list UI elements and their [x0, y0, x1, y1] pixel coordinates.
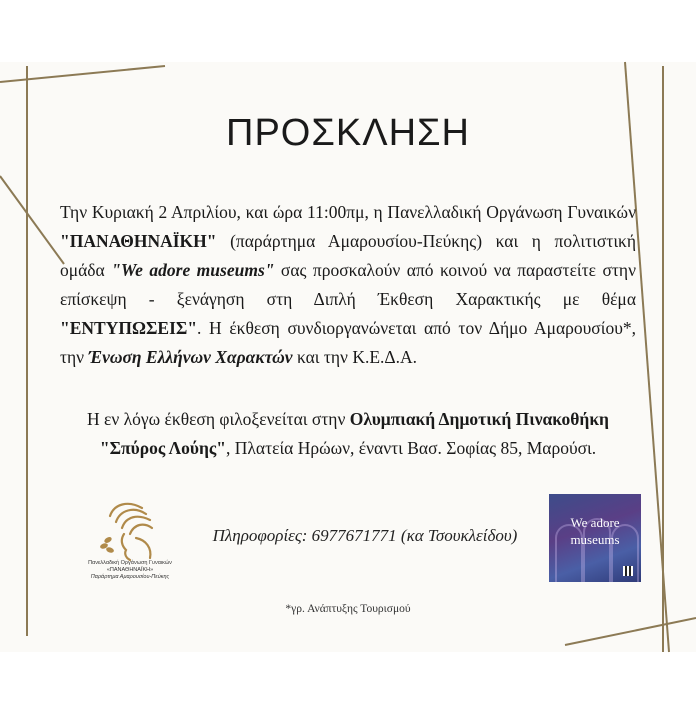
gallery-name: Ολυμπιακή Δημοτική Πινακοθήκη "Σπύρος Λούης": [99, 409, 609, 458]
text-part: . Η έκθεση συνδιοργανώνεται από τον Δήμο Αμαρουσίου*, την: [60, 318, 636, 367]
logo-wordmark-line: museums: [570, 532, 620, 547]
group-name: "We adore museums": [111, 260, 275, 280]
logo-caption-line: «ΠΑΝΑΘΗΝΑΪΚΗ»: [106, 567, 154, 573]
logo-caption-line: Πανελλαδική Οργάνωση Γυναικών: [88, 560, 172, 566]
logo-wordmark: [549, 514, 641, 548]
text-part: σας προσκαλούν από κοινού να παραστείτε στην επίσκεψη - ξενάγηση στη Διπλή Έκθεση Χαρακτικής με θέμα: [60, 260, 636, 309]
organization-name: "ΠΑΝΑΘΗΝΑΪΚΗ": [60, 231, 217, 251]
text-part: Την Κυριακή 2 Απριλίου, και ώρα 11:00πμ, η Πανελλαδική Οργάνωση Γυναικών: [60, 202, 636, 222]
text-part: και την Κ.Ε.Δ.Α.: [292, 347, 418, 367]
union-name: Ένωση Ελλήνων Χαρακτών: [88, 347, 293, 367]
venue-part: Η εν λόγω έκθεση φιλοξενείται στην: [87, 409, 350, 429]
qr-code-icon: [623, 566, 633, 576]
venue-part: , Πλατεία Ηρώων, έναντι Βασ. Σοφίας 85, Μαρούσι.: [226, 438, 597, 458]
contact-info: Πληροφορίες: 6977671771 (κα Τσουκλείδου): [212, 526, 518, 545]
invitation-title: ΠΡΟΣΚΛΗΣΗ: [226, 112, 470, 154]
footnote: *γρ. Ανάπτυξης Τουρισμού: [285, 603, 411, 615]
logo-caption-line: Παράρτημα Αμαρουσίου-Πεύκης: [90, 574, 170, 580]
exhibition-theme: "ΕΝΤΥΠΩΣΕΙΣ": [60, 318, 198, 338]
we-adore-museums-logo: [549, 494, 641, 582]
invitation-text: [60, 198, 636, 372]
organization-logo-caption: [72, 560, 188, 581]
venue-text: [60, 405, 636, 463]
logo-wordmark-line: We adore: [570, 515, 620, 530]
text-part: (παράρτημα Αμαρουσίου-Πεύκης) και η πολιτιστική ομάδα: [60, 231, 636, 280]
